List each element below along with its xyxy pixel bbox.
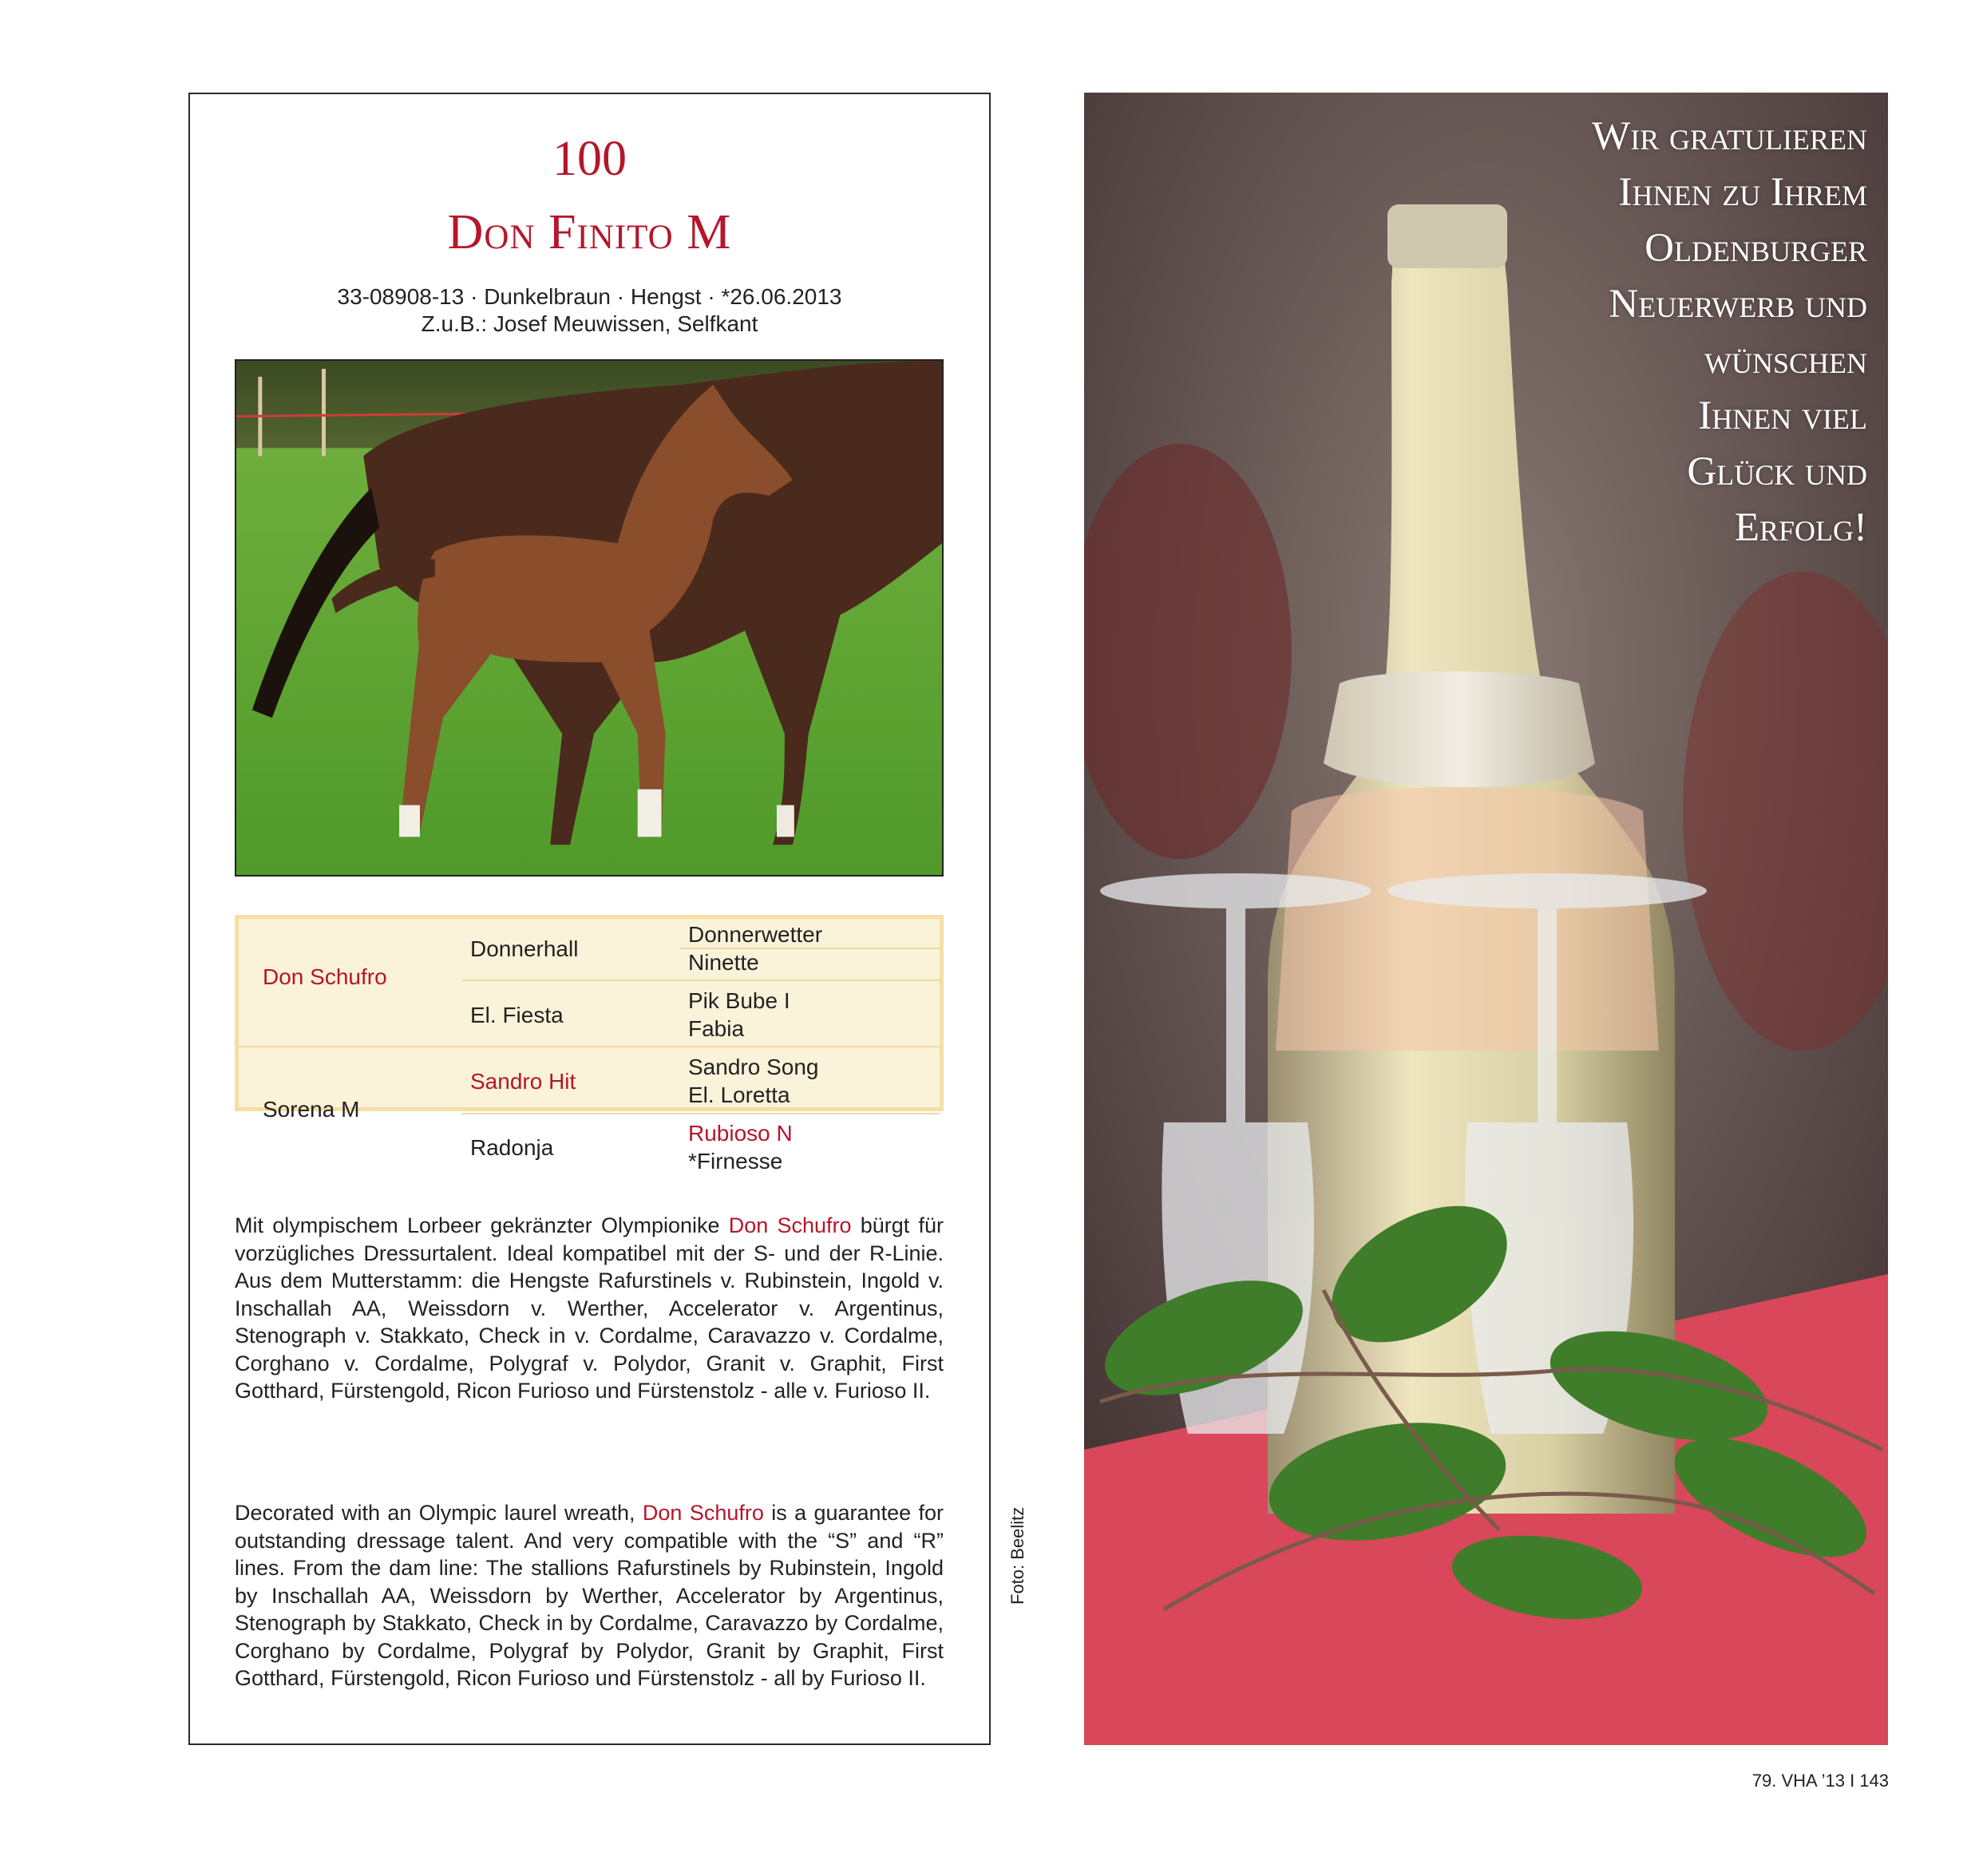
horse-name: Don Finito M (447, 205, 732, 259)
lot-card (188, 93, 991, 1745)
description-english (235, 1499, 944, 1692)
pedigree-g3-6: El. Loretta (688, 1082, 790, 1107)
description-english-end: is a guarantee for outstanding dressage talent. And very compatible with the “S” and “R” lines. From the dam line: The stallions Rafurstinels by Rubinstein, Ingold by Inschallah AA, Weissdorn by Werther, Accelerator by Argentinus, Stenograph by Stakkato, Check in by Cordalme, Caravazzo by Cordalme, Corghano by Cordalme, Polygraf by Polydor, Granit by Graphit, First Gotthard, Fürstengold, Ricon Furioso und Fürstenstolz - all by Furioso II. (235, 1501, 944, 1690)
lot-number: 100 (552, 132, 627, 186)
description-english-sire: Don Schufro (642, 1501, 764, 1525)
pedigree-g3-8: *Firnesse (688, 1149, 783, 1173)
pedigree-sire: Don Schufro (263, 964, 387, 989)
page-footer: 79. VHA ’13 I 143 (1751, 1771, 1889, 1791)
greeting-line: Ihnen zu Ihrem (1618, 170, 1867, 215)
greeting-line: Neuerwerb und (1609, 282, 1867, 327)
pedigree-g3-1: Donnerwetter (688, 922, 823, 947)
greeting-line: wünschen (1704, 338, 1867, 382)
photo-credit: Foto: Beelitz (1007, 1506, 1027, 1605)
description-german (235, 1212, 944, 1405)
pedigree-dam-sire: Sandro Hit (470, 1069, 576, 1094)
pedigree-g3-7: Rubioso N (688, 1121, 793, 1146)
greeting-line: Oldenburger (1645, 226, 1867, 271)
greeting-line: Ihnen viel (1698, 394, 1867, 438)
horse-info: 33-08908-13 · Dunkelbraun · Hengst · *26.06.2013 (337, 284, 842, 309)
champagne-photo (1084, 93, 1888, 1745)
greeting-text (1372, 109, 1867, 556)
mare-and-foal-photo (235, 359, 944, 877)
greeting-line: Erfolg! (1734, 505, 1867, 550)
pedigree-table (235, 915, 944, 1173)
pedigree-g3-5: Sandro Song (688, 1055, 819, 1079)
greeting-line: Wir gratulieren (1592, 114, 1867, 159)
description-english-start: Decorated with an Olympic laurel wreath, (235, 1501, 643, 1525)
pedigree-g3-2: Ninette (688, 950, 759, 975)
greeting-line: Glück und (1687, 449, 1867, 494)
pedigree-g3-4: Fabia (688, 1016, 745, 1041)
breeder-info: Z.u.B.: Josef Meuwissen, Selfkant (421, 311, 758, 336)
pedigree-dam: Sorena M (263, 1097, 360, 1122)
pedigree-sire-dam: El. Fiesta (470, 1003, 564, 1027)
pedigree-g3-3: Pik Bube I (688, 988, 790, 1013)
pedigree-sire-sire: Donnerhall (470, 936, 579, 961)
description-german-end: bürgt für vorzügliches Dressurtalent. Ideal kompatibel mit der S- und der R-Linie. Aus dem Mutterstamm: die Hengste Rafurstinels v. Rubinstein, Ingold v. Inschallah AA, Weissdorn v. Werther, Accelerator v. Argentinus, Stenograph v. Stakkato, Check in v. Cordalme, Caravazzo v. Cordalme, Corghano v. Cordalme, Polygraf v. Polydor, Granit v. Graphit, First Gotthard, Fürstengold, Ricon Furioso und Fürstenstolz - alle v. Furioso II. (235, 1213, 944, 1403)
description-german-sire: Don Schufro (728, 1213, 852, 1237)
description-german-start: Mit olympischem Lorbeer gekränzter Olympionike (235, 1213, 729, 1237)
pedigree-dam-dam: Radonja (470, 1135, 554, 1160)
